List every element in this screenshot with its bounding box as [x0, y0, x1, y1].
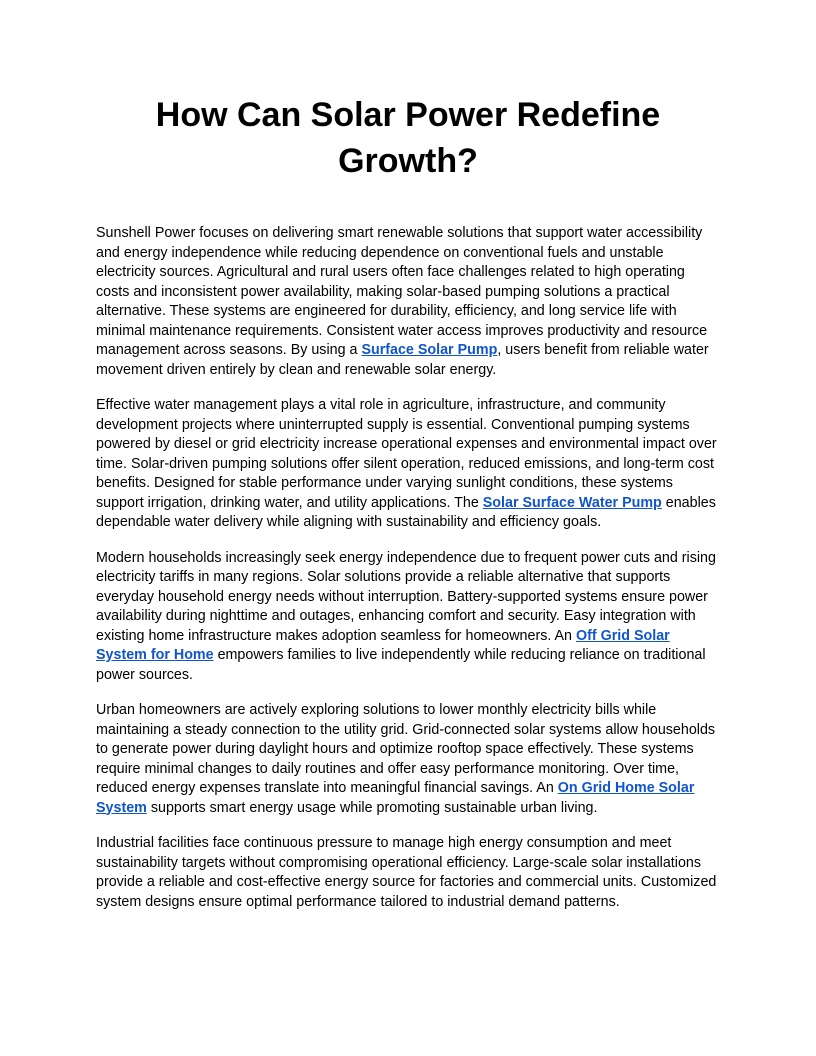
paragraph — [96, 701, 720, 818]
paragraph-text: Industrial facilities face continuous pressure to manage high energy consumption and meet sustainability targets without compromising operational efficiency. Large-scale solar installations provide a reliable and cost-effective energy source for factories and commercial units. Customized system designs ensure optimal performance tailored to industrial demand patterns. — [96, 835, 717, 910]
document-page — [96, 92, 720, 928]
paragraph — [96, 396, 720, 533]
paragraph — [96, 549, 720, 686]
off-grid-solar-system-link[interactable]: Off Grid Solar System for Home — [96, 627, 670, 663]
paragraph-text: Modern households increasingly seek energy independence due to frequent power cuts and rising electricity tariffs in many regions. Solar solutions provide a reliable alternative that supports everyday household energy needs without interruption. Battery-supported systems ensure power availability during nighttime and outages, enhancing comfort and security. Easy integration with existing home infrastructure makes adoption seamless for homeowners. An — [96, 549, 716, 644]
document-body — [96, 224, 720, 912]
paragraph-text: supports smart energy usage while promoting sustainable urban living. — [146, 799, 598, 816]
paragraph-text: empowers families to live independently while reducing reliance on traditional power sources. — [96, 647, 706, 683]
on-grid-home-solar-system-link[interactable]: On Grid Home Solar System — [96, 780, 695, 816]
surface-solar-pump-link[interactable]: Surface Solar Pump — [361, 342, 498, 358]
solar-surface-water-pump-link[interactable]: Solar Surface Water Pump — [482, 494, 662, 511]
paragraph-text: Urban homeowners are actively exploring solutions to lower monthly electricity bills while maintaining a steady connection to the utility grid. Grid-connected solar systems allow households to generate power during daylight hours and optimize rooftop space effectively. These systems require minimal changes to daily routines and offer easy performance monitoring. Over time, reduced energy expenses translate into meaningful financial savings. An — [96, 702, 716, 796]
paragraph-text: enables dependable water delivery while aligning with sustainability and efficiency goals. — [96, 494, 716, 530]
page-title: How Can Solar Power Redefine Growth? — [155, 96, 661, 180]
paragraph-text: , users benefit from reliable water movement driven entirely by clean and renewable solar energy. — [96, 342, 709, 378]
paragraph — [96, 224, 720, 380]
paragraph — [96, 834, 720, 912]
paragraph-text: Sunshell Power focuses on delivering smart renewable solutions that support water accessibility and energy independence while reducing dependence on conventional fuels and unstable electricity sources. Agricultural and rural users often face challenges related to high operating costs and inconsistent power availability, making solar-based pumping solutions a practical alternative. These systems are engineered for durability, efficiency, and long service life with minimal maintenance requirements. Consistent water access improves productivity and resource management across seasons. By using a — [96, 225, 708, 358]
paragraph-text: Effective water management plays a vital role in agriculture, infrastructure, and community development projects where uninterrupted supply is essential. Conventional pumping systems powered by diesel or grid electricity increase operational expenses and environmental impact over time. Solar-driven pumping solutions offer silent operation, reduced emissions, and long-term cost benefits. Designed for stable performance under varying sunlight conditions, these systems support irrigation, drinking water, and utility applications. The — [96, 397, 717, 511]
